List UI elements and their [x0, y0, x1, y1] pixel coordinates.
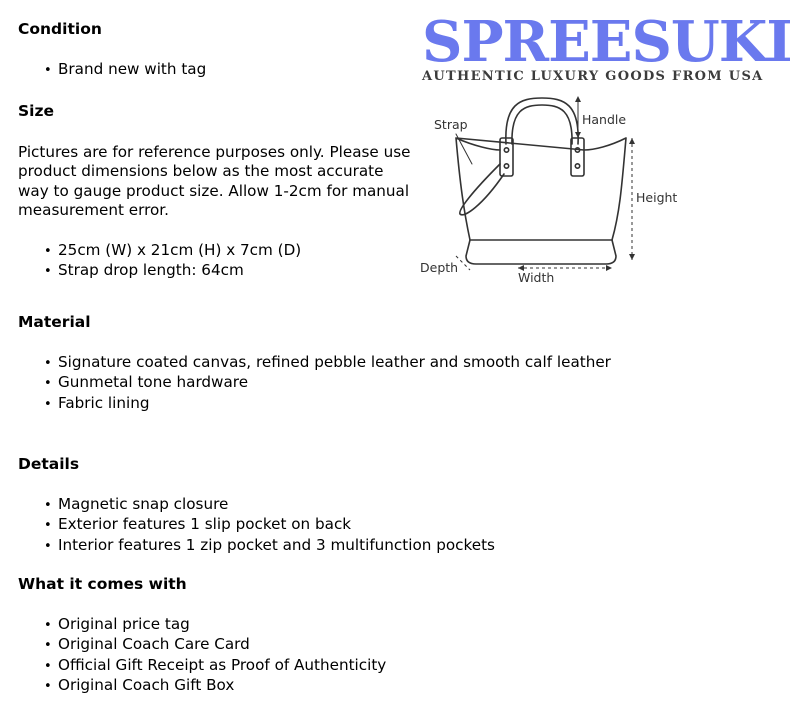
- comes-with-list: [44, 615, 386, 696]
- list-item: • Signature coated canvas, refined pebble leather and smooth calf leather: [44, 353, 611, 373]
- list-item: • Brand new with tag: [44, 60, 206, 80]
- bullet-icon: •: [44, 518, 52, 534]
- bullet-icon: •: [44, 498, 52, 513]
- list-item: • 25cm (W) x 21cm (H) x 7cm (D): [44, 241, 301, 261]
- bullet-icon: •: [44, 264, 52, 280]
- list-item: • Original price tag: [44, 615, 386, 635]
- logo-tagline: AUTHENTIC LUXURY GOODS FROM USA: [422, 69, 764, 84]
- bullet-icon: •: [44, 618, 52, 633]
- bag-body-icon: [456, 138, 626, 240]
- size-list: [44, 241, 301, 282]
- details-list: [44, 495, 495, 556]
- condition-heading: Condition: [18, 20, 102, 38]
- list-item: • Original Coach Gift Box: [44, 676, 386, 696]
- list-item: • Strap drop length: 64cm: [44, 261, 301, 281]
- bullet-icon: •: [44, 638, 52, 654]
- bullet-icon: •: [44, 396, 52, 412]
- height-label: Height: [636, 190, 678, 205]
- list-item: • Exterior features 1 slip pocket on back: [44, 515, 495, 535]
- strap-icon: [460, 164, 504, 215]
- bullet-icon: •: [44, 63, 52, 78]
- logo-wordmark: SPREESUKI: [422, 9, 792, 75]
- bullet-icon: •: [44, 658, 52, 674]
- strap-label: Strap: [434, 117, 468, 132]
- material-heading: Material: [18, 313, 91, 331]
- bag-dimension-diagram: [412, 94, 682, 294]
- list-item: • Original Coach Care Card: [44, 635, 386, 655]
- list-item: • Gunmetal tone hardware: [44, 373, 611, 393]
- handle-label: Handle: [582, 112, 627, 127]
- bullet-icon: •: [44, 244, 52, 259]
- material-list: [44, 353, 611, 414]
- size-heading: Size: [18, 102, 55, 120]
- size-description: Pictures are for reference purposes only. Please use product dimensions below as the most accurate way to gauge product size. Allow 1-2cm for manual measurement error.: [18, 143, 411, 219]
- list-item: • Official Gift Receipt as Proof of Authenticity: [44, 656, 386, 676]
- list-item: • Fabric lining: [44, 394, 611, 414]
- width-label: Width: [518, 270, 555, 285]
- bullet-icon: •: [44, 376, 52, 392]
- spreesuki-logo: [422, 9, 792, 84]
- condition-list: [44, 60, 206, 80]
- list-item: • Interior features 1 zip pocket and 3 multifunction pockets: [44, 536, 495, 556]
- comes-with-heading: What it comes with: [18, 575, 187, 593]
- bullet-icon: •: [44, 678, 52, 694]
- list-item: • Magnetic snap closure: [44, 495, 495, 515]
- bullet-icon: •: [44, 356, 52, 371]
- details-heading: Details: [18, 455, 80, 473]
- bullet-icon: •: [44, 538, 52, 554]
- depth-label: Depth: [420, 260, 459, 275]
